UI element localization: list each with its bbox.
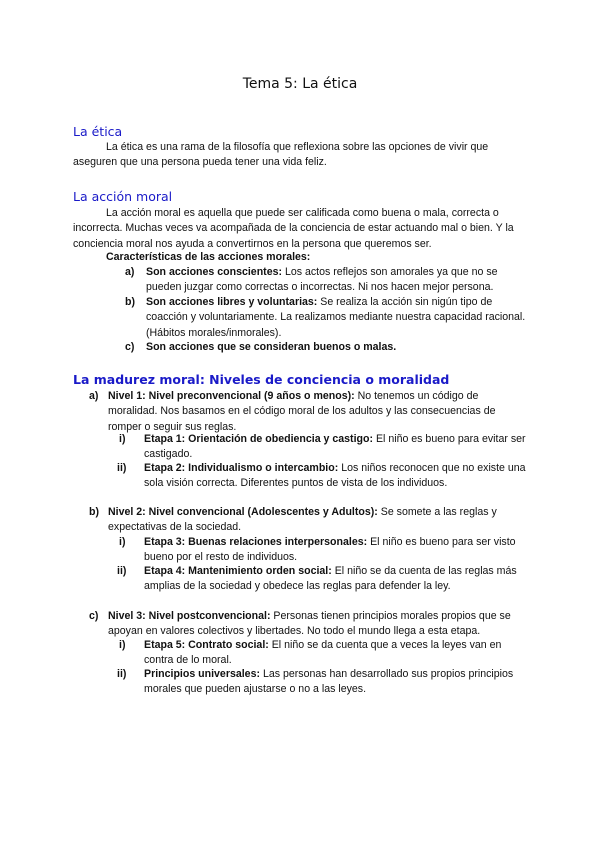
section-paragraph-accion-moral: La acción moral es aquella que puede ser calificada como buena o mala, correcta o incorrecta. Muchas veces va acompañada de la conciencia de estar actuando mal o bien. Y la conciencia moral nos ayuda a convertirnos en la persona que queremos ser.	[73, 207, 514, 250]
list-item: Etapa 4: Mantenimiento orden social: El niño se da cuenta de las reglas más amplias de la sociedad y obedece las reglas para defender la ley.	[144, 565, 517, 593]
list-marker: i)	[119, 536, 126, 548]
section-paragraph-etica: La ética es una rama de la filosofía que reflexiona sobre las opciones de vivir que aseguren que una persona pueda tener una vida feliz.	[73, 141, 489, 169]
list-item: Principios universales: Las personas han desarrollado sus propios principios morales que pueden ajustarse o no a las leyes.	[144, 668, 514, 696]
list-item: Son acciones libres y voluntarias: Se realiza la acción sin nigún tipo de coacción y voluntariamente. La realizamos mediante nuestra capacidad racional. (Hábitos morales/inmorales).	[146, 296, 526, 339]
list-marker: ii)	[117, 462, 127, 474]
list-item: Nivel 2: Nivel convencional (Adolescentes y Adultos): Se somete a las reglas y expectativas de la sociedad.	[108, 506, 497, 534]
list-marker: c)	[125, 341, 135, 353]
list-marker: i)	[119, 433, 126, 445]
section-heading-accion-moral: La acción moral	[73, 189, 173, 204]
list-item: Etapa 1: Orientación de obediencia y castigo: El niño es bueno para evitar ser castigado.	[144, 433, 526, 461]
list-item: Nivel 3: Nivel postconvencional: Personas tienen principios morales propios que se apoyan en valores colectivos y libertades. No todo el mundo llega a esta etapa.	[108, 610, 511, 638]
list-item: Son acciones conscientes: Los actos reflejos son amorales ya que no se pueden juzgar como correctas o incorrectas. Ni nos hacen mejor persona.	[146, 266, 498, 294]
list-marker: b)	[125, 296, 135, 308]
list-marker: c)	[89, 610, 99, 622]
list-marker: ii)	[117, 668, 127, 680]
list-item: Etapa 5: Contrato social: El niño se da cuenta que a veces la leyes van en contra de lo moral.	[144, 639, 502, 667]
page-title: Tema 5: La ética	[242, 76, 358, 92]
list-item: Etapa 2: Individualismo o intercambio: Los niños reconocen que no existe una sola visión correcta. Diferentes puntos de vista de los individuos.	[144, 462, 526, 490]
list-marker: b)	[89, 506, 99, 518]
subheading-caracteristicas: Características de las acciones morales:	[106, 251, 311, 263]
list-item: Etapa 3: Buenas relaciones interpersonales: El niño es bueno para ser visto bueno por el resto de individuos.	[144, 536, 516, 564]
list-marker: i)	[119, 639, 126, 651]
list-item: Son acciones que se consideran buenos o malas.	[146, 341, 397, 353]
section-heading-etica: La ética	[73, 124, 123, 139]
section-heading-madurez-moral: La madurez moral: Niveles de conciencia o moralidad	[73, 372, 450, 387]
list-item: Nivel 1: Nivel preconvencional (9 años o menos): No tenemos un código de moralidad. Nos basamos en el código moral de los adultos y las consecuencias de romper o seguir sus reglas.	[108, 390, 496, 433]
list-marker: a)	[89, 390, 99, 402]
list-marker: a)	[125, 266, 135, 278]
list-marker: ii)	[117, 565, 127, 577]
